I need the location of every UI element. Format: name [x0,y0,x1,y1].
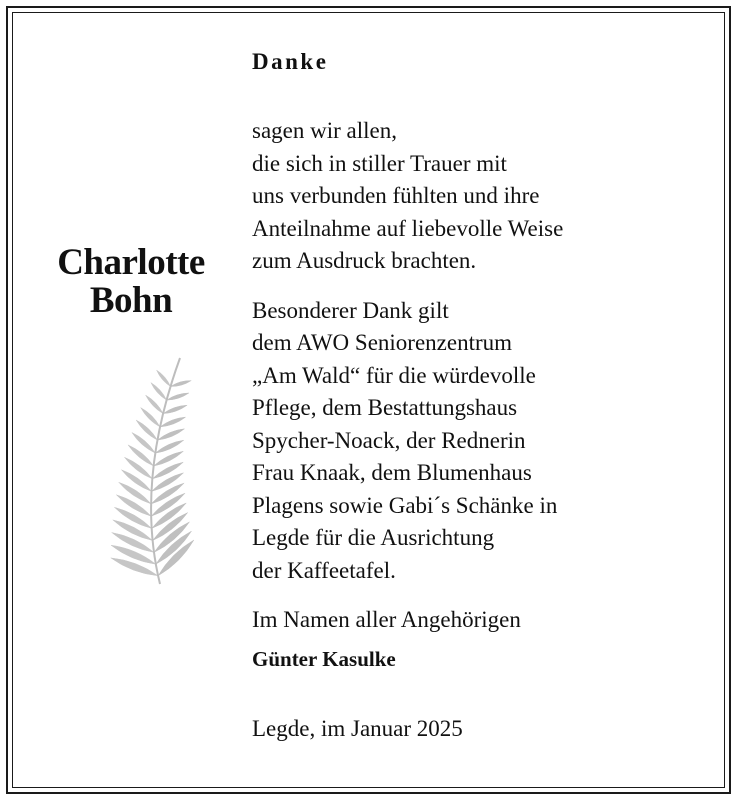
fern-leaf-icon [60,352,200,588]
thank-you-text [252,46,712,768]
signature: Günter Kasulke [252,646,396,671]
paragraph-thanks: sagen wir allen, die sich in stiller Trauer mit uns verbunden fühlten und ihre Anteilnahme auf liebevolle Weise zum Ausdruck brachten. [252,118,564,273]
deceased-first-name: Charlotte [57,242,205,283]
closing-line: Im Namen aller Angehörigen [252,607,521,632]
deceased-name-block [30,244,232,320]
place-date: Legde, im Januar 2025 [252,715,463,741]
heading: Danke [252,49,329,74]
deceased-last-name: Bohn [89,280,173,321]
paragraph-special-thanks: Besonderer Dank gilt dem AWO Seniorenzentrum „Am Wald“ für die würdevolle Pflege, dem Bestattungshaus Spycher-Noack, der Rednerin Frau Knaak, dem Blumenhaus Plagens sowie Gabi´s Schänke in Legde für die Ausrichtung der Kaffeetafel. [252,297,558,583]
